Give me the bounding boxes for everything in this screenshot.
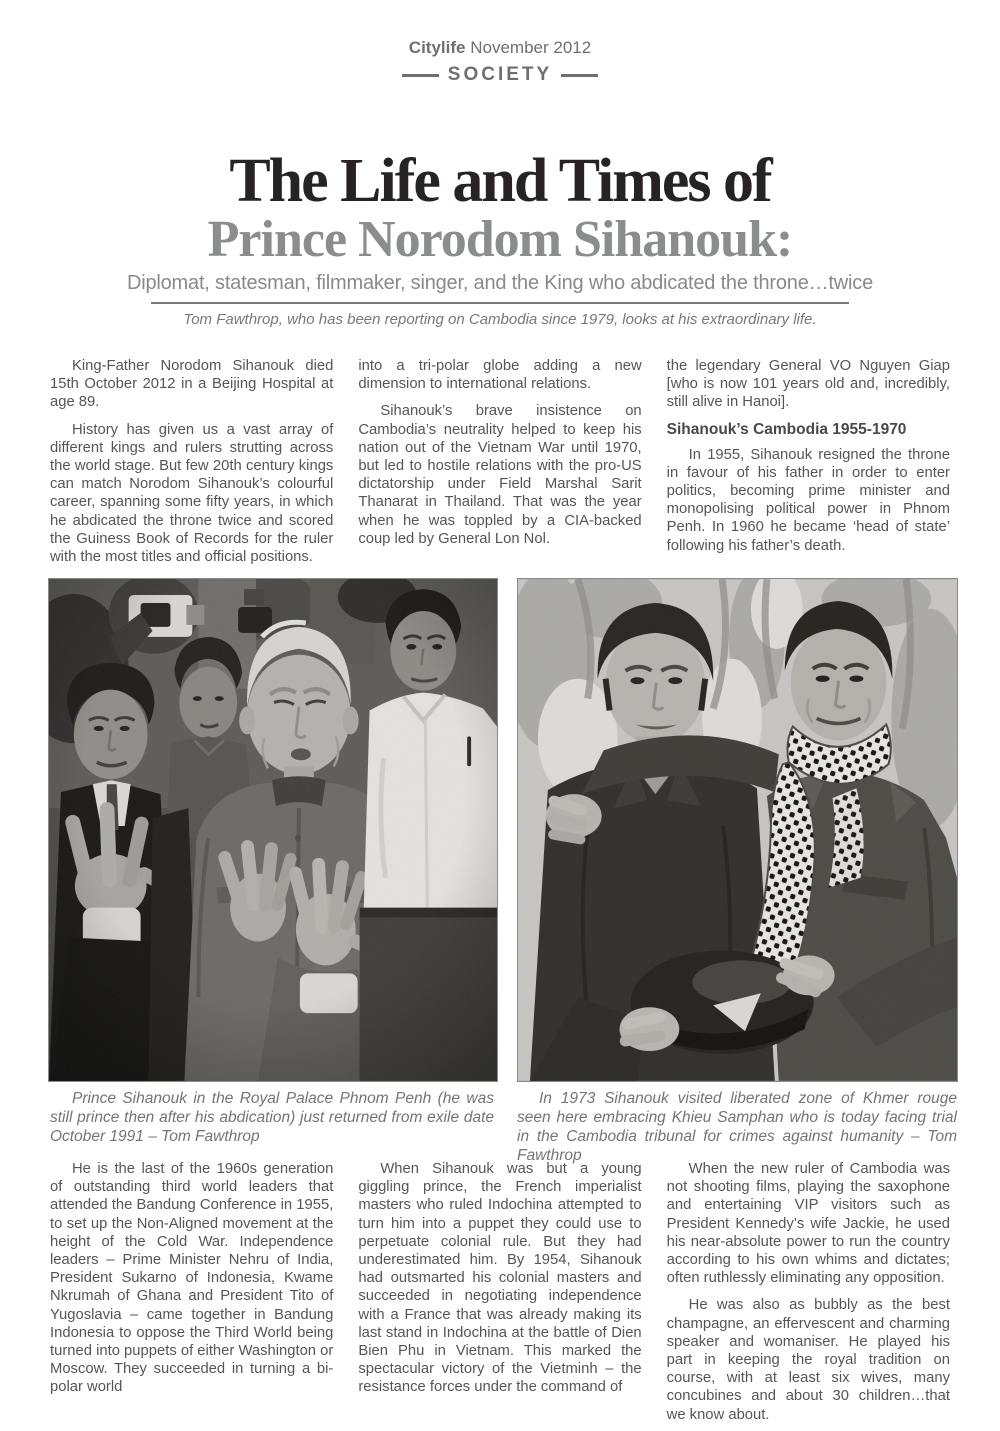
- article-bottom-columns: [50, 1160, 950, 1431]
- masthead: [0, 38, 1000, 86]
- paragraph: He is the last of the 1960s generation of outstanding third world leaders that attended the Bandung Conference in 1955, to set up the Non-Aligned movement at the height of the Cold War. Independence leaders – Prime Minister Nehru of India, President Sukarno of Indonesia, Kwame Nkrumah of Ghana and President Tito of Yugoslavia – came together in Bandung Indonesia to oppose the Third World being turned into puppets of either Washington or Moscow. They succeeded in turning a bi-polar world: [50, 1161, 334, 1396]
- section-dash-right: [561, 74, 598, 77]
- article-top-columns: [50, 357, 950, 575]
- paragraph: When the new ruler of Cambodia was not shooting films, playing the saxophone and entertaining VIP visitors such as President Kennedy’s wife Jackie, he used his near-absolute power to run the country according to his own whims and dictates; often ruthlessly eliminating any opposition.: [666, 1161, 950, 1287]
- section-heading: Sihanouk’s Cambodia 1955-1970: [666, 420, 907, 438]
- paragraph: King-Father Norodom Sihanouk died 15th October 2012 in a Beijing Hospital at age 89.: [50, 358, 334, 411]
- masthead-date: November 2012: [470, 38, 592, 57]
- paragraph: History has given us a vast array of different kings and rulers strutting across the world stage. But few 20th century kings can match Norodom Sihanouk’s colourful career, spanning some fifty years, in which he abdicated the throne twice and scored the Guiness Book of Records for the ruler with the most titles and official positions.: [50, 421, 334, 566]
- photo-left-image: [49, 579, 497, 1081]
- photo-right-sihanouk-khieu-samphan: [517, 578, 958, 1082]
- paragraph: When Sihanouk was but a young giggling prince, the French imperialist masters who ruled Indochina attempted to turn him into a puppet they could use to perpetuate colonial rule. But they had underestimated him. By 1954, Sihanouk had outsmarted his colonial masters and succeeded in negotiating independence with a France that was already making its last stand in Indochina at the battle of Dien Bien Phu in Vietnam. This marked the spectacular victory of the Vietminh – the resistance forces under the command of: [358, 1161, 642, 1396]
- paragraph: He was also as bubbly as the best champagne, an effervescent and charming speaker and womaniser. He played his part in keeping the royal tradition on course, with at least six wives, many concubines and about 30 children…that we know about.: [666, 1297, 950, 1423]
- article-deck: Diplomat, statesman, filmmaker, singer, and the King who abdicated the throne…twice: [126, 272, 874, 294]
- paragraph: Sihanouk’s brave insistence on Cambodia’s neutrality helped to keep his nation out of the Vietnam War until 1970, but led to hostile relations with the pro-US dictatorship under Field Marshal Sarit Thanarat in Thailand. That was the year when he was toppled by a CIA-backed coup led by General Lon Nol.: [358, 403, 642, 547]
- bottom-column-2: [358, 1160, 641, 1431]
- paragraph: In 1955, Sihanouk resigned the throne in favour of his father in order to enter politics, becoming prime minister and monopolising political power in Phnom Penh. In 1960 he became ‘head of state’ following his father’s death.: [666, 446, 950, 554]
- section-label: SOCIETY: [447, 64, 553, 85]
- top-column-2: [358, 357, 641, 575]
- title-block: [0, 147, 1000, 328]
- paragraph: the legendary General VO Nguyen Giap [who is now 101 years old and, incredibly, still alive in Hanoi].: [666, 358, 950, 411]
- article-title-line-2: Prince Norodom Sihanouk:: [207, 211, 793, 268]
- deck-rule: [151, 302, 849, 304]
- paragraph: into a tri-polar globe adding a new dimension to international relations.: [358, 358, 642, 393]
- caption-right: In 1973 Sihanouk visited liberated zone of Khmer rouge seen here embracing Khieu Samphan who is today facing trial in the Cambodia tribunal for crimes against humanity – Tom Fawthrop: [517, 1090, 957, 1164]
- section-line: [0, 64, 1000, 86]
- bottom-column-3: [667, 1160, 950, 1431]
- caption-left: Prince Sihanouk in the Royal Palace Phnom Penh (he was still prince then after his abdication) just returned from exile date October 1991 – Tom Fawthrop: [50, 1090, 494, 1145]
- section-dash-left: [402, 74, 439, 77]
- top-column-1: [50, 357, 333, 575]
- article-byline: Tom Fawthrop, who has been reporting on Cambodia since 1979, looks at his extraordinary life.: [183, 311, 817, 328]
- masthead-issue-line: [0, 38, 1000, 58]
- photo-right-image: [518, 579, 957, 1081]
- bottom-column-1: [50, 1160, 333, 1431]
- top-column-3: [667, 357, 950, 575]
- article-title-line-1: The Life and Times of: [229, 147, 771, 215]
- photo-left-sihanouk-crowd: [48, 578, 498, 1082]
- masthead-brand: Citylife: [408, 38, 466, 57]
